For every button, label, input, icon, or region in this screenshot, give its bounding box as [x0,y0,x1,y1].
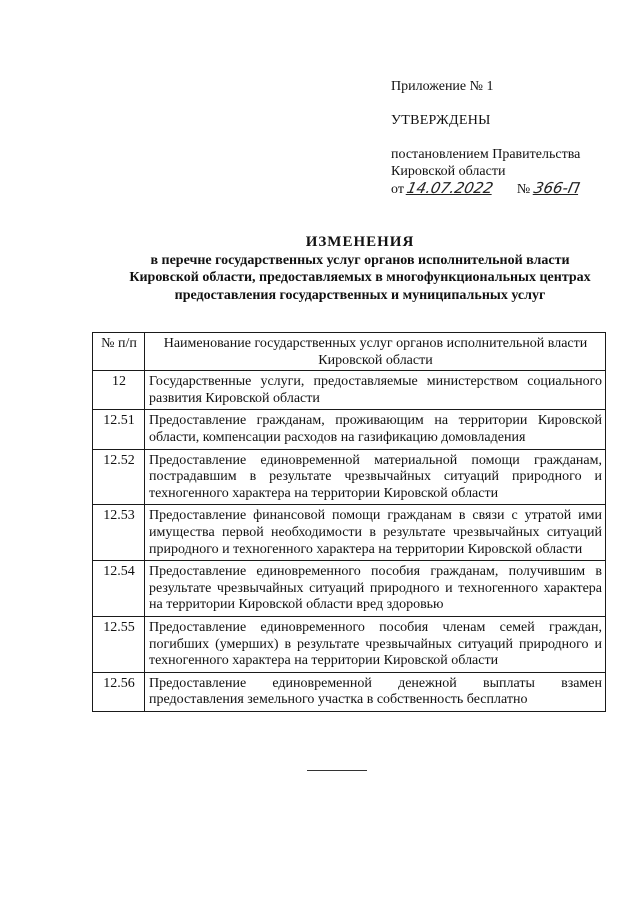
table-row [93,410,606,449]
row-service-name: Предоставление гражданам, проживающим на территории Кировской области, компенсации расходов на газификацию домовладения [145,410,606,449]
table-row [93,449,606,505]
number-prefix: № [516,182,531,197]
row-service-name: Предоставление единовременного пособия членам семей граждан, погибших (умерших) в результате чрезвычайных ситуаций природного и техногенного характера на территории Кировской области [145,616,606,672]
approved-heading: УТВЕРЖДЕНЫ [391,113,491,128]
row-number: 12 [93,371,145,410]
row-service-name: Предоставление финансовой помощи гражданам в связи с утратой ими имущества первой необходимости в результате чрезвычайных ситуаций природного и техногенного характера на территории Кировской области [145,505,606,561]
table-row [93,371,606,410]
decree-line: постановлением Правительства [391,147,581,162]
table-row [93,561,606,617]
table-row [93,616,606,672]
date-prefix: от [391,182,404,197]
decree-region: Кировской области [391,164,506,179]
row-number: 12.52 [93,449,145,505]
appendix-number: Приложение № 1 [391,79,494,94]
title-main: ИЗМЕНЕНИЯ [305,234,415,250]
end-divider [307,770,367,771]
header-number: № п/п [93,333,145,371]
header-name: Наименование государственных услуг органов исполнительной власти Кировской области [145,333,606,371]
handwritten-number: 366-П [531,179,582,197]
services-table [92,332,606,712]
table-row [93,672,606,711]
row-number: 12.51 [93,410,145,449]
document-title [80,234,640,304]
title-line-2: Кировской области, предоставляемых в многофункциональных центрах [129,270,591,285]
title-line-1: в перечне государственных услуг органов исполнительной власти [150,252,570,268]
row-service-name: Предоставление единовременной материальной помощи гражданам, пострадавшим в результате чрезвычайных ситуаций природного и техногенного характера на территории Кировской области [145,449,606,505]
row-number: 12.53 [93,505,145,561]
decree-date-line [391,180,621,198]
table-row [93,505,606,561]
handwritten-date: 14.07.2022 [405,179,496,197]
approval-block [391,78,621,198]
row-service-name: Предоставление единовременного пособия гражданам, получившим в результате чрезвычайных ситуаций природного и техногенного характера на территории Кировской области вред здоровью [145,561,606,617]
row-number: 12.56 [93,672,145,711]
title-line-3: предоставления государственных и муниципальных услуг [174,287,546,303]
row-service-name: Государственные услуги, предоставляемые министерством социального развития Кировской области [145,371,606,410]
row-service-name: Предоставление единовременной денежной выплаты взамен предоставления земельного участка в собственность бесплатно [145,672,606,711]
row-number: 12.55 [93,616,145,672]
row-number: 12.54 [93,561,145,617]
table-header-row [93,333,606,371]
